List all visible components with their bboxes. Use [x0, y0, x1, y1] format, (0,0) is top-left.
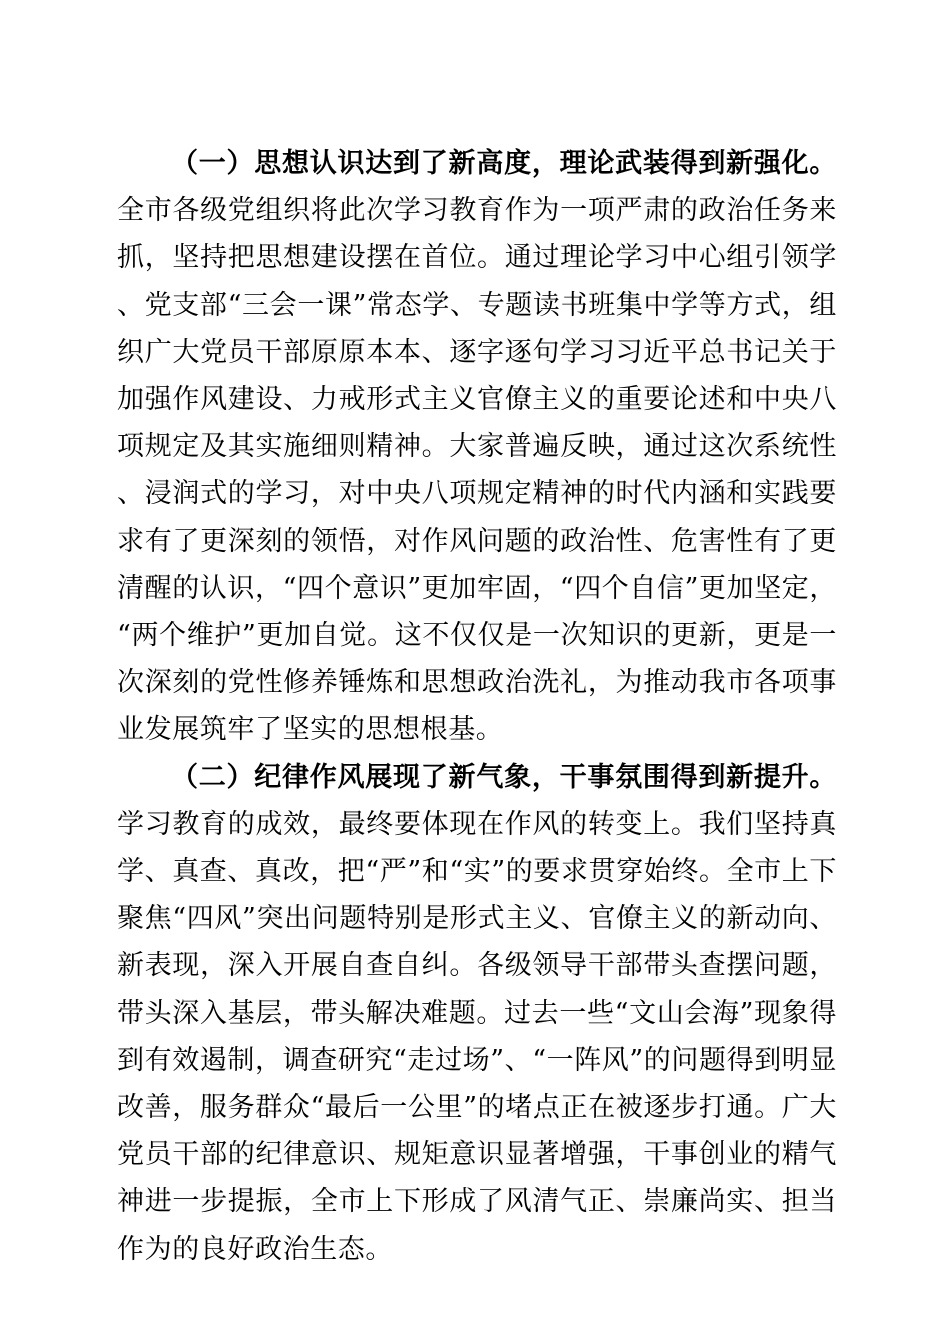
paragraph-1-text: 全市各级党组织将此次学习教育作为一项严肃的政治任务来抓，坚持把思想建设摆在首位。通过理论学习中心组引领学、党支部“三会一课”常态学、专题读书班集中学等方式，组织广大党员干部原原本本、逐字逐句学习习近平总书记关于加强作风建设、力戒形式主义官僚主义的重要论述和中央八项规定及其实施细则精神。大家普遍反映，通过这次系统性、浸润式的学习，对中央八项规定精神的时代内涵和实践要求有了更深刻的领悟，对作风问题的政治性、危害性有了更清醒的认识，“四个意识”更加牢固，“四个自信”更加坚定，“两个维护”更加自觉。这不仅仅是一次知识的更新，更是一次深刻的党性修养锤炼和思想政治洗礼，为推动我市各项事业发展筑牢了坚实的思想根基。 [117, 195, 838, 746]
paragraph-2-heading: （二）纪律作风展现了新气象，干事氛围得到新提升。 [171, 761, 837, 793]
paragraph-2-text: 学习教育的成效，最终要体现在作风的转变上。我们坚持真学、真查、真改，把“严”和“实”的要求贯穿始终。全市上下聚焦“四风”突出问题特别是形式主义、官僚主义的新动向、新表现，深入开展自查自纠。各级领导干部带头查摆问题，带头深入基层，带头解决难题。过去一些“文山会海”现象得到有效遏制，调查研究“走过场”、“一阵风”的问题得到明显改善，服务群众“最后一公里”的堵点正在被逐步打通。广大党员干部的纪律意识、规矩意识显著增强，干事创业的精气神进一步提振，全市上下形成了风清气正、崇廉尚实、担当作为的良好政治生态。 [117, 808, 838, 1265]
paragraph-1 [117, 140, 837, 754]
paragraph-1-heading: （一）思想认识达到了新高度，理论武装得到新强化。 [171, 148, 837, 179]
paragraph-2 [117, 754, 837, 1273]
document-body [117, 140, 837, 1273]
